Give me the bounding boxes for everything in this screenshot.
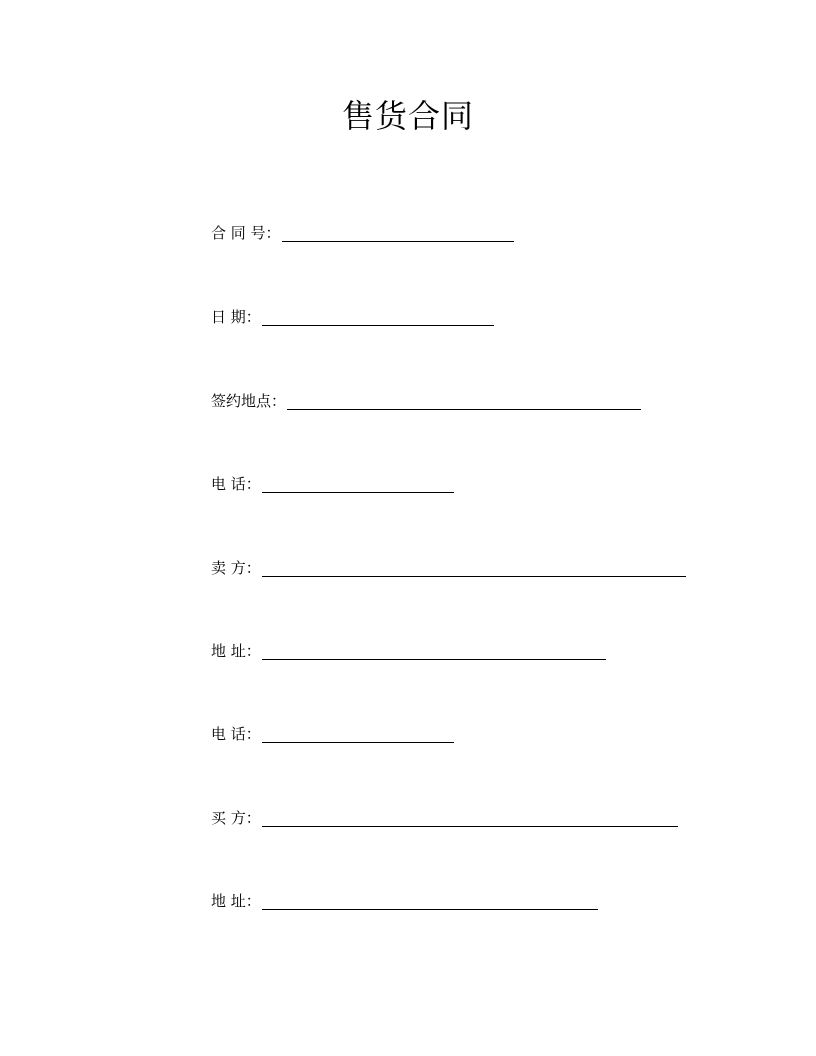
field-label: 地 址： (211, 642, 261, 660)
blank-underline[interactable] (262, 891, 598, 910)
signing-place-field (211, 388, 641, 410)
seller-phone-field (211, 721, 454, 743)
buyer-address-field (211, 888, 598, 910)
blank-underline[interactable] (262, 808, 678, 827)
blank-underline[interactable] (287, 391, 641, 410)
blank-underline[interactable] (262, 558, 686, 577)
page-title: 售货合同 (341, 97, 474, 135)
field-label: 地 址： (211, 892, 261, 910)
date-field (211, 304, 494, 326)
phone-field (211, 471, 454, 493)
blank-underline[interactable] (262, 474, 454, 493)
field-label: 签约地点： (211, 392, 287, 410)
field-label: 卖 方： (211, 559, 261, 577)
field-label: 日 期： (211, 308, 261, 326)
seller-field (211, 555, 686, 577)
blank-underline[interactable] (262, 307, 494, 326)
field-label: 买 方： (211, 809, 261, 827)
field-label: 电 话： (211, 475, 261, 493)
field-label: 合 同 号： (211, 224, 281, 242)
field-label: 电 话： (211, 725, 261, 743)
contract-number-field (211, 220, 514, 242)
seller-address-field (211, 638, 606, 660)
blank-underline[interactable] (262, 724, 454, 743)
buyer-field (211, 805, 678, 827)
blank-underline[interactable] (282, 223, 514, 242)
blank-underline[interactable] (262, 641, 606, 660)
